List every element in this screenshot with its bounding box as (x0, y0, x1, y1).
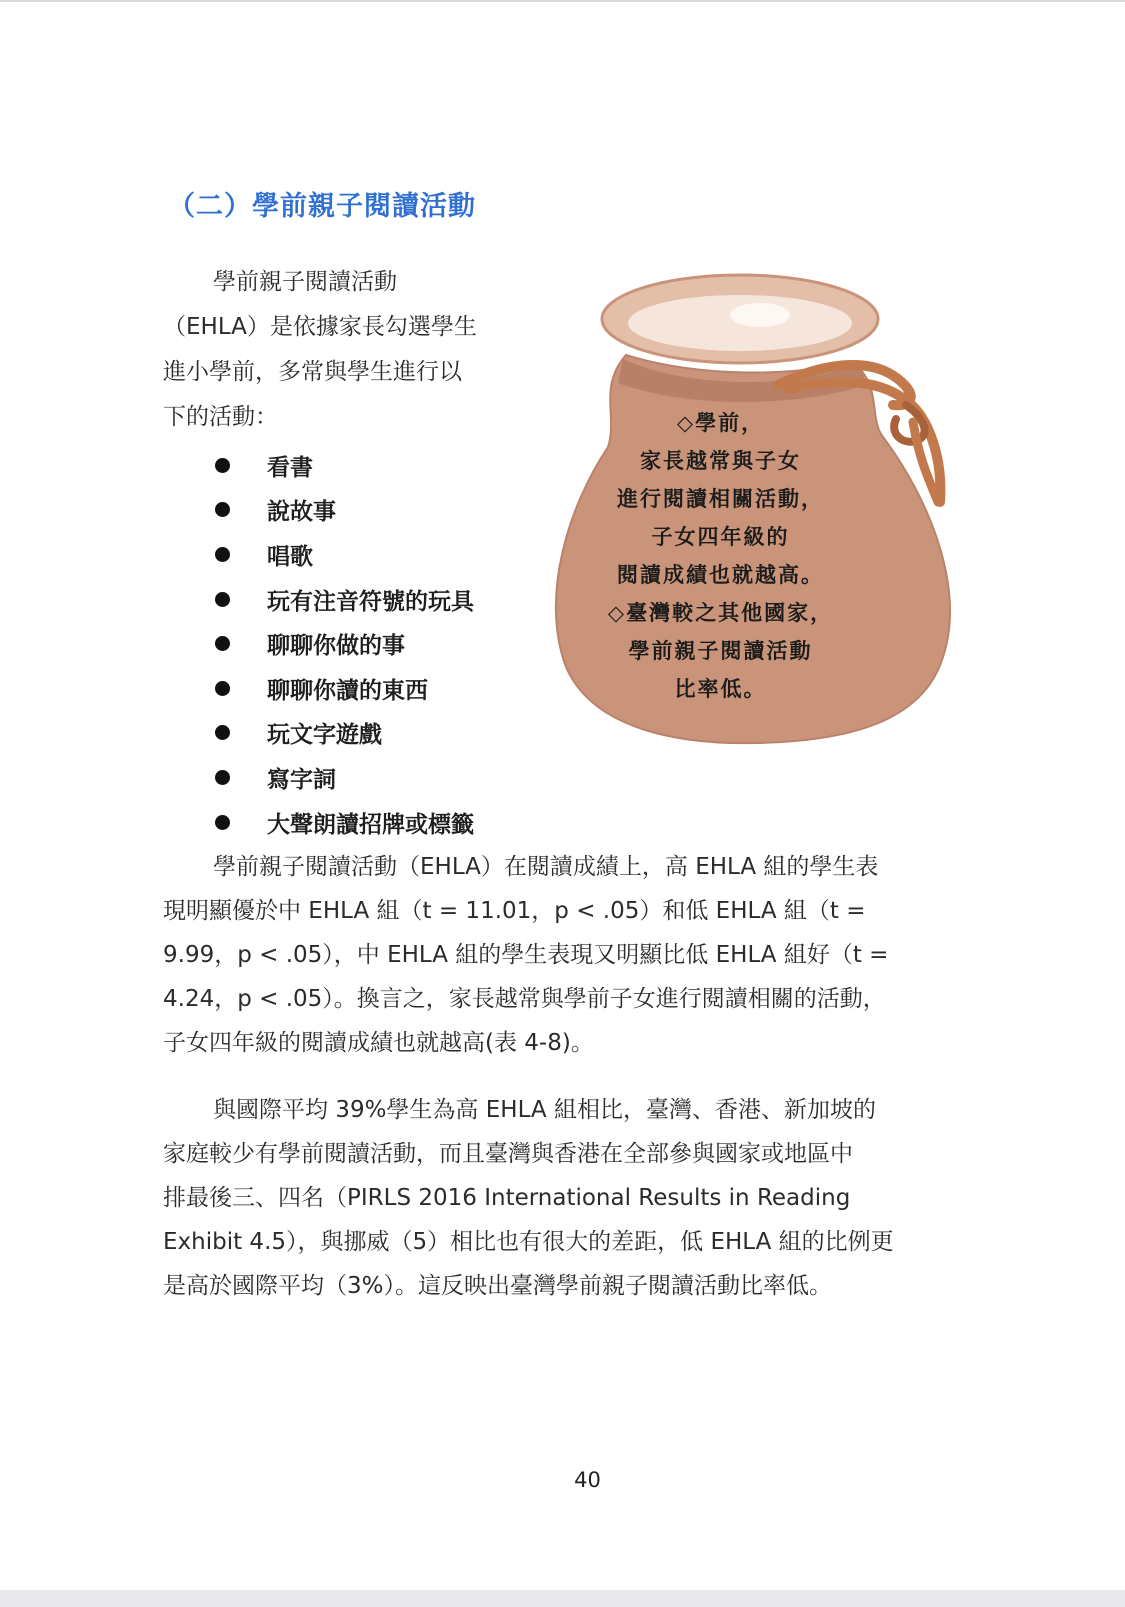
bullet-icon (215, 815, 230, 830)
bullet-icon (215, 502, 230, 517)
list-item (215, 532, 474, 577)
list-item (215, 621, 474, 666)
list-item (215, 666, 474, 711)
bullet-icon (215, 636, 230, 651)
bullet-icon (215, 770, 230, 785)
section-title: （二）學前親子閱讀活動 (168, 191, 476, 222)
paragraph-line: 學前親子閱讀活動（EHLA）在閱讀成績上，高 EHLA 組的學生表 (213, 854, 879, 880)
list-item-label: 玩文字遊戲 (267, 722, 382, 749)
bullet-icon (215, 458, 230, 473)
paragraph-line: 排最後三、四名（PIRLS 2016 International Results in Reading (163, 1185, 851, 1211)
list-item (215, 711, 474, 756)
paragraph-line: Exhibit 4.5），與挪威（5）相比也有很大的差距，低 EHLA 組的比例更 (163, 1229, 894, 1255)
list-item-label: 看書 (267, 454, 313, 481)
intro-line: （EHLA）是依據家長勾選學生 (163, 314, 477, 340)
callout-line: ◇學前， (676, 410, 765, 435)
list-item-label: 聊聊你讀的東西 (267, 677, 428, 704)
intro-line: 下的活動： (163, 404, 278, 430)
list-item (215, 577, 474, 622)
paragraph-line: 與國際平均 39%學生為高 EHLA 組相比，臺灣、香港、新加坡的 (213, 1097, 876, 1123)
list-item-label: 大聲朗讀招牌或標籤 (267, 811, 474, 838)
page-number: 40 (574, 1468, 601, 1492)
list-item (215, 755, 474, 800)
list-item-label: 寫字詞 (267, 766, 336, 793)
paragraph-line: 子女四年級的閱讀成績也就越高(表 4-8)。 (163, 1030, 594, 1056)
callout-line: 子女四年級的 (651, 524, 790, 549)
bullet-icon (215, 725, 230, 740)
paragraph-international-comparison (163, 1088, 963, 1308)
paragraph-line: 9.99，p < .05），中 EHLA 組的學生表現又明顯比低 EHLA 組好（t = (163, 942, 889, 968)
paragraph-line: 家庭較少有學前閱讀活動，而且臺灣與香港在全部參與國家或地區中 (163, 1141, 853, 1167)
list-item-label: 聊聊你做的事 (267, 633, 405, 660)
activity-list (215, 443, 474, 844)
paragraph-ehla-results (163, 845, 963, 1065)
list-item (215, 488, 474, 533)
list-item-label: 玩有注音符號的玩具 (267, 588, 474, 615)
callout-line: 學前親子閱讀活動 (628, 638, 813, 663)
list-item-label: 說故事 (267, 499, 336, 526)
intro-paragraph (163, 260, 523, 440)
list-item (215, 800, 474, 845)
callout-line: ◇臺灣較之其他國家， (607, 600, 834, 625)
callout-line: 家長越常與子女 (640, 448, 801, 473)
callout-text (568, 404, 873, 708)
bullet-icon (215, 681, 230, 696)
paragraph-line: 現明顯優於中 EHLA 組（t = 11.01，p < .05）和低 EHLA 組（t = (163, 898, 866, 924)
callout-line: 進行閱讀相關活動， (617, 486, 824, 511)
callout-line: 閱讀成績也就越高。 (617, 562, 824, 587)
paragraph-line: 是高於國際平均（3%）。這反映出臺灣學前親子閱讀活動比率低。 (163, 1273, 832, 1299)
list-item-label: 唱歌 (267, 543, 313, 570)
callout-line: 比率低。 (674, 676, 767, 701)
bullet-icon (215, 592, 230, 607)
bullet-icon (215, 547, 230, 562)
viewer-bottom-edge (0, 1590, 1125, 1607)
paragraph-line: 4.24，p < .05）。換言之，家長越常與學前子女進行閱讀相關的活動， (163, 986, 886, 1012)
intro-line: 進小學前，多常與學生進行以 (163, 359, 462, 385)
list-item (215, 443, 474, 488)
intro-line: 學前親子閱讀活動 (213, 269, 397, 295)
